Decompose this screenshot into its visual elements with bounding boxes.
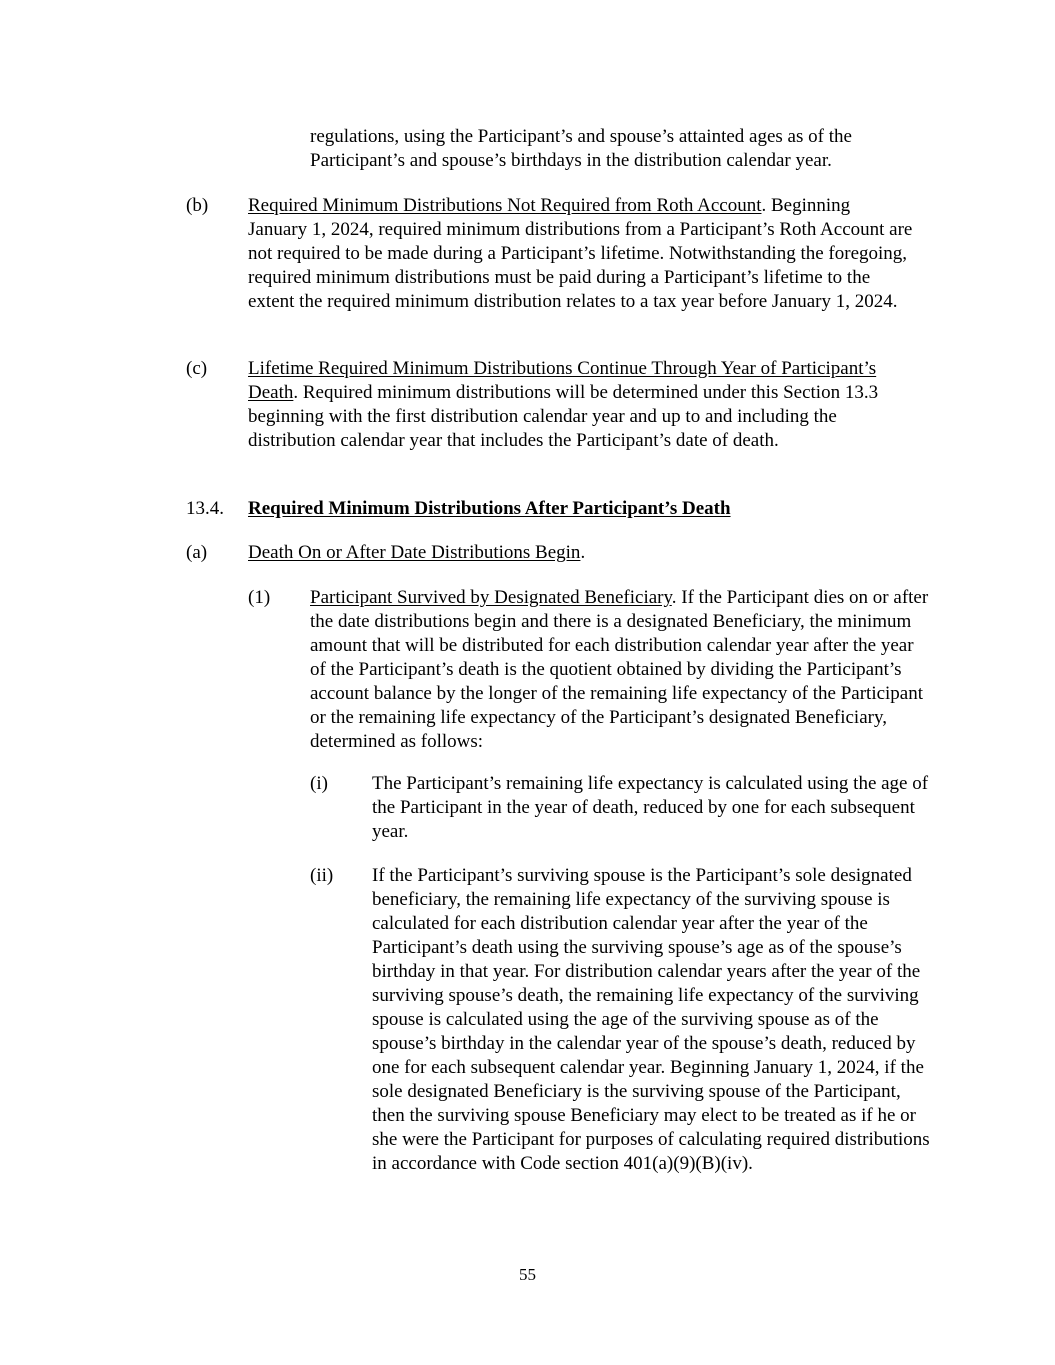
continuation-paragraph: regulations, using the Participant’s and spouse’s attainted ages as of the Participant’s and spouse’s birthdays in the distribution calendar year.: [310, 126, 852, 171]
para-c-text: . Required minimum distributions will be determined under this Section 13.3 beginning with the first distribution calendar year and up to and including the distribution calendar year that includes the Participant’s date of death.: [248, 382, 879, 451]
sub-a-label: (a): [186, 542, 208, 563]
item-i: The Participant’s remaining life expectancy is calculated using the age of the Participant in the year of death, reduced by one for each subsequent year.: [372, 773, 929, 842]
para-c: [248, 357, 928, 453]
item-1: [310, 586, 932, 754]
para-b-text: . Beginning January 1, 2024, required minimum distributions from a Participant’s Roth Account are not required to be made during a Participant’s lifetime. Notwithstanding the foregoing, required minimum distributions must be paid during a Participant’s lifetime to the extent the required minimum distribution relates to a tax year before January 1, 2024.: [248, 195, 913, 312]
section-number: 13.4.: [186, 498, 224, 519]
para-c-heading: Lifetime Required Minimum Distributions Continue Through Year of Participant’s Death: [248, 358, 877, 403]
item-ii: If the Participant’s surviving spouse is the Participant’s sole designated beneficiary, the remaining life expectancy of the surviving spouse is calculated for each distribution calendar year after the year of the Participant’s death using the surviving spouse’s age as of the spouse’s birthday in that year. For distribution calendar years after the year of the surviving spouse’s death, the remaining life expectancy of the surviving spouse is calculated using the age of the surviving spouse as of the spouse’s birthday in the calendar year of the spouse’s death, reduced by one for each subsequent calendar year. Beginning January 1, 2024, if the sole designated Beneficiary is the surviving spouse of the Participant, then the surviving spouse Beneficiary may elect to be treated as if he or she were the Participant for purposes of calculating required distributions in accordance with Code section 401(a)(9)(B)(iv).: [372, 865, 930, 1174]
item-1-text: . If the Participant dies on or after the date distributions begin and there is a designated Beneficiary, the minimum amount that will be distributed for each distribution calendar year after the year of the Participant’s death is the quotient obtained by dividing the Participant’s account balance by the longer of the remaining life expectancy of the Participant or the remaining life expectancy of the Participant’s designated Beneficiary, determined as follows:: [310, 587, 929, 752]
page-number: 55: [519, 1265, 536, 1284]
para-b-heading: Required Minimum Distributions Not Required from Roth Account: [248, 195, 762, 216]
para-b-label: (b): [186, 195, 209, 216]
sub-a: [248, 541, 868, 565]
sub-a-heading: Death On or After Date Distributions Begin: [248, 542, 581, 563]
section-title: Required Minimum Distributions After Participant’s Death: [248, 498, 731, 519]
para-c-label: (c): [186, 358, 208, 379]
item-ii-label: (ii): [310, 865, 334, 886]
item-1-label: (1): [248, 587, 271, 608]
sub-a-text: .: [580, 542, 586, 563]
item-i-label: (i): [310, 773, 328, 794]
item-1-heading: Participant Survived by Designated Beneficiary: [310, 587, 672, 608]
para-b: [248, 194, 913, 314]
